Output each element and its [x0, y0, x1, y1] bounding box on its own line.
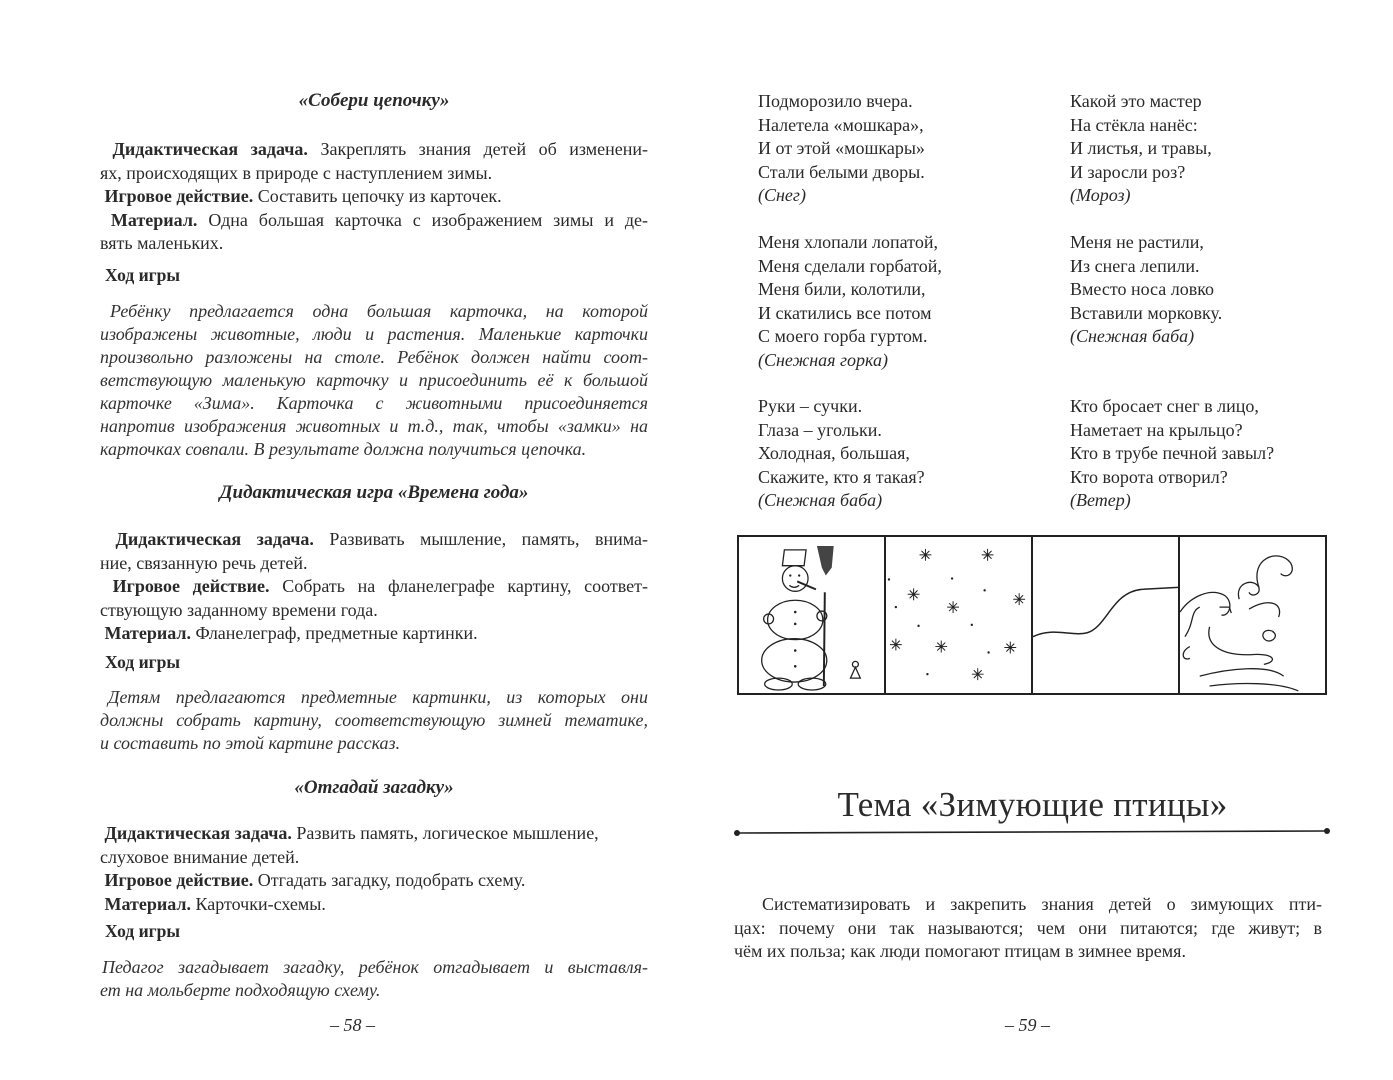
- course-line: изображены животные, люди и растения. Маленькие карточки: [100, 324, 648, 344]
- material-text: Карточки-схемы.: [191, 893, 326, 914]
- riddle-schema-cards: [737, 535, 1327, 695]
- task-text: Развить память, логическое мышление,: [291, 823, 599, 843]
- game-title-sobery-tsepochku: «Собери цепочку»: [298, 90, 450, 111]
- game1-course-text: [100, 300, 648, 461]
- topic-description: [734, 893, 1322, 964]
- panel-snowman: [739, 537, 886, 693]
- material-text-cont: вять маленьких.: [100, 233, 224, 253]
- riddle-line: Из снега лепили.: [1070, 255, 1200, 276]
- course-line: ет на мольберте подходящую схему.: [100, 980, 381, 1000]
- panel-snow-hill: [1033, 537, 1180, 693]
- riddle-line: Подморозило вчера.: [758, 91, 913, 111]
- action-text: Отгадать загадку, подобрать схему.: [253, 870, 526, 890]
- riddle-snezhnaya-baba-1: [1070, 231, 1222, 349]
- riddle-line: Меня хлопали лопатой,: [758, 232, 938, 252]
- panel-snowfall: [886, 537, 1033, 693]
- riddle-line: И листья, и травы,: [1070, 138, 1212, 158]
- riddle-line: На стёкла нанёс:: [1070, 114, 1198, 135]
- course-line: произвольно разложены на столе. Ребёнок должен найти соот-: [100, 347, 648, 367]
- course-line: и составить по этой картине рассказ.: [100, 733, 401, 753]
- material-text: Фланелеграф, предметные картинки.: [191, 623, 478, 643]
- riddle-line: И заросли роз?: [1070, 161, 1186, 182]
- course-heading: Ход игры: [105, 652, 180, 672]
- riddle-answer: (Снежная баба): [758, 490, 883, 510]
- task-text-cont: ние, связанную речь детей.: [100, 552, 308, 573]
- task-label: Дидактическая задача.: [104, 823, 292, 843]
- course-line: Ребёнку предлагается одна большая карточка, на которой: [110, 301, 648, 321]
- riddle-line: Кто в трубе печной завыл?: [1070, 443, 1275, 463]
- riddle-moroz: [1070, 90, 1212, 208]
- course-heading: Ход игры: [105, 921, 180, 941]
- riddle-line: Кто ворота отворил?: [1070, 466, 1228, 487]
- riddle-answer: (Снег): [758, 185, 806, 205]
- riddle-line: Руки – сучки.: [758, 396, 863, 416]
- description-line: Систематизировать и закрепить знания детей о зимующих пти-: [762, 894, 1322, 914]
- riddle-line: С моего горба гуртом.: [758, 326, 928, 346]
- snowflakes-icon: [886, 537, 1031, 693]
- material-label: Материал.: [110, 209, 198, 230]
- page-number-right: – 59 –: [1005, 1015, 1050, 1035]
- riddle-sneg: [758, 90, 925, 208]
- riddle-line: Кто бросает снег в лицо,: [1070, 396, 1259, 416]
- snow-hill-icon: [1033, 537, 1178, 693]
- game3-course-text: [100, 956, 648, 1002]
- riddle-line: Наметает на крыльцо?: [1070, 419, 1243, 440]
- action-text: Составить цепочку из карточек.: [253, 186, 502, 206]
- riddle-line: Глаза – угольки.: [758, 419, 882, 440]
- riddle-line: Меня не растили,: [1070, 232, 1204, 252]
- task-text-cont: слуховое внимание детей.: [100, 846, 300, 867]
- page-number-left: – 58 –: [330, 1015, 375, 1035]
- action-text: Собрать на фланелеграфе картину, соответ-: [269, 576, 649, 596]
- task-text-cont: ях, происходящих в природе с наступлением зимы.: [100, 162, 493, 183]
- game2-course-text: [100, 686, 648, 755]
- riddle-line: Вставили морковку.: [1070, 302, 1223, 323]
- material-label: Материал.: [104, 893, 191, 914]
- course-line: должны собрать картину, соответствующую зимней тематике,: [100, 710, 648, 730]
- game2-task: [100, 528, 648, 646]
- task-text: Закреплять знания детей об изменени-: [307, 139, 649, 159]
- action-text-cont: ствующую заданному времени года.: [100, 599, 378, 620]
- description-line: цах: почему они так называются; чем они питаются; где живут; в: [734, 917, 1322, 938]
- riddle-snezhnaya-baba-2: [758, 395, 925, 513]
- game-title-vremena-goda: Дидактическая игра «Времена года»: [219, 482, 529, 503]
- course-line: ветствующую маленькую карточку и присоединить её к большой: [100, 370, 648, 390]
- panel-wind: [1180, 537, 1325, 693]
- riddle-veter: [1070, 395, 1274, 513]
- riddle-answer: (Снежная баба): [1070, 326, 1195, 346]
- riddle-answer: (Мороз): [1070, 185, 1131, 205]
- game-title-otgaday-zagadku: «Отгадай загадку»: [294, 777, 454, 798]
- course-line: Педагог загадывает загадку, ребёнок отгадывает и выставля-: [102, 957, 648, 977]
- course-line: карточке «Зима». Карточка с животными присоединяется: [100, 393, 648, 413]
- material-text: Одна большая карточка с изображением зимы и де-: [197, 209, 649, 230]
- snowman-icon: [739, 537, 884, 693]
- riddle-snezhnaya-gorka: [758, 231, 942, 372]
- course-line: карточках совпали. В результате должна получиться цепочка.: [100, 439, 587, 459]
- riddle-line: Меня били, колотили,: [758, 279, 926, 299]
- riddle-answer: (Снежная горка): [758, 349, 888, 370]
- action-label: Игровое действие.: [112, 576, 270, 596]
- wind-face-icon: [1180, 537, 1325, 693]
- course-heading: Ход игры: [105, 265, 180, 285]
- riddle-line: Холодная, большая,: [758, 443, 910, 463]
- task-label: Дидактическая задача.: [112, 139, 308, 159]
- topic-title: Тема «Зимующие птицы»: [837, 785, 1228, 824]
- course-line: напротив изображения животных и т.д., так, чтобы «замки» на: [100, 416, 648, 436]
- riddle-answer: (Ветер): [1070, 490, 1131, 510]
- riddle-line: И от этой «мошкары»: [758, 138, 925, 158]
- task-text: Развивать мышление, память, внима-: [313, 529, 648, 549]
- task-label: Дидактическая задача.: [115, 529, 314, 549]
- game3-task: [100, 822, 648, 916]
- riddle-line: Стали белыми дворы.: [758, 161, 925, 182]
- riddle-line: И скатились все потом: [758, 302, 932, 323]
- title-rule-divider: [733, 828, 1331, 838]
- riddle-line: Меня сделали горбатой,: [758, 255, 942, 276]
- riddle-line: Налетела «мошкара»,: [758, 114, 924, 135]
- riddle-line: Скажите, кто я такая?: [758, 466, 925, 487]
- riddle-line: Какой это мастер: [1070, 91, 1202, 111]
- course-line: Детям предлагаются предметные картинки, из которых они: [108, 687, 648, 707]
- riddle-line: Вместо носа ловко: [1070, 279, 1215, 299]
- description-line: чём их польза; как люди помогают птицам в зимнее время.: [734, 941, 1186, 961]
- action-label: Игровое действие.: [104, 870, 254, 890]
- game1-task: [100, 138, 648, 256]
- action-label: Игровое действие.: [104, 186, 254, 206]
- material-label: Материал.: [104, 623, 191, 643]
